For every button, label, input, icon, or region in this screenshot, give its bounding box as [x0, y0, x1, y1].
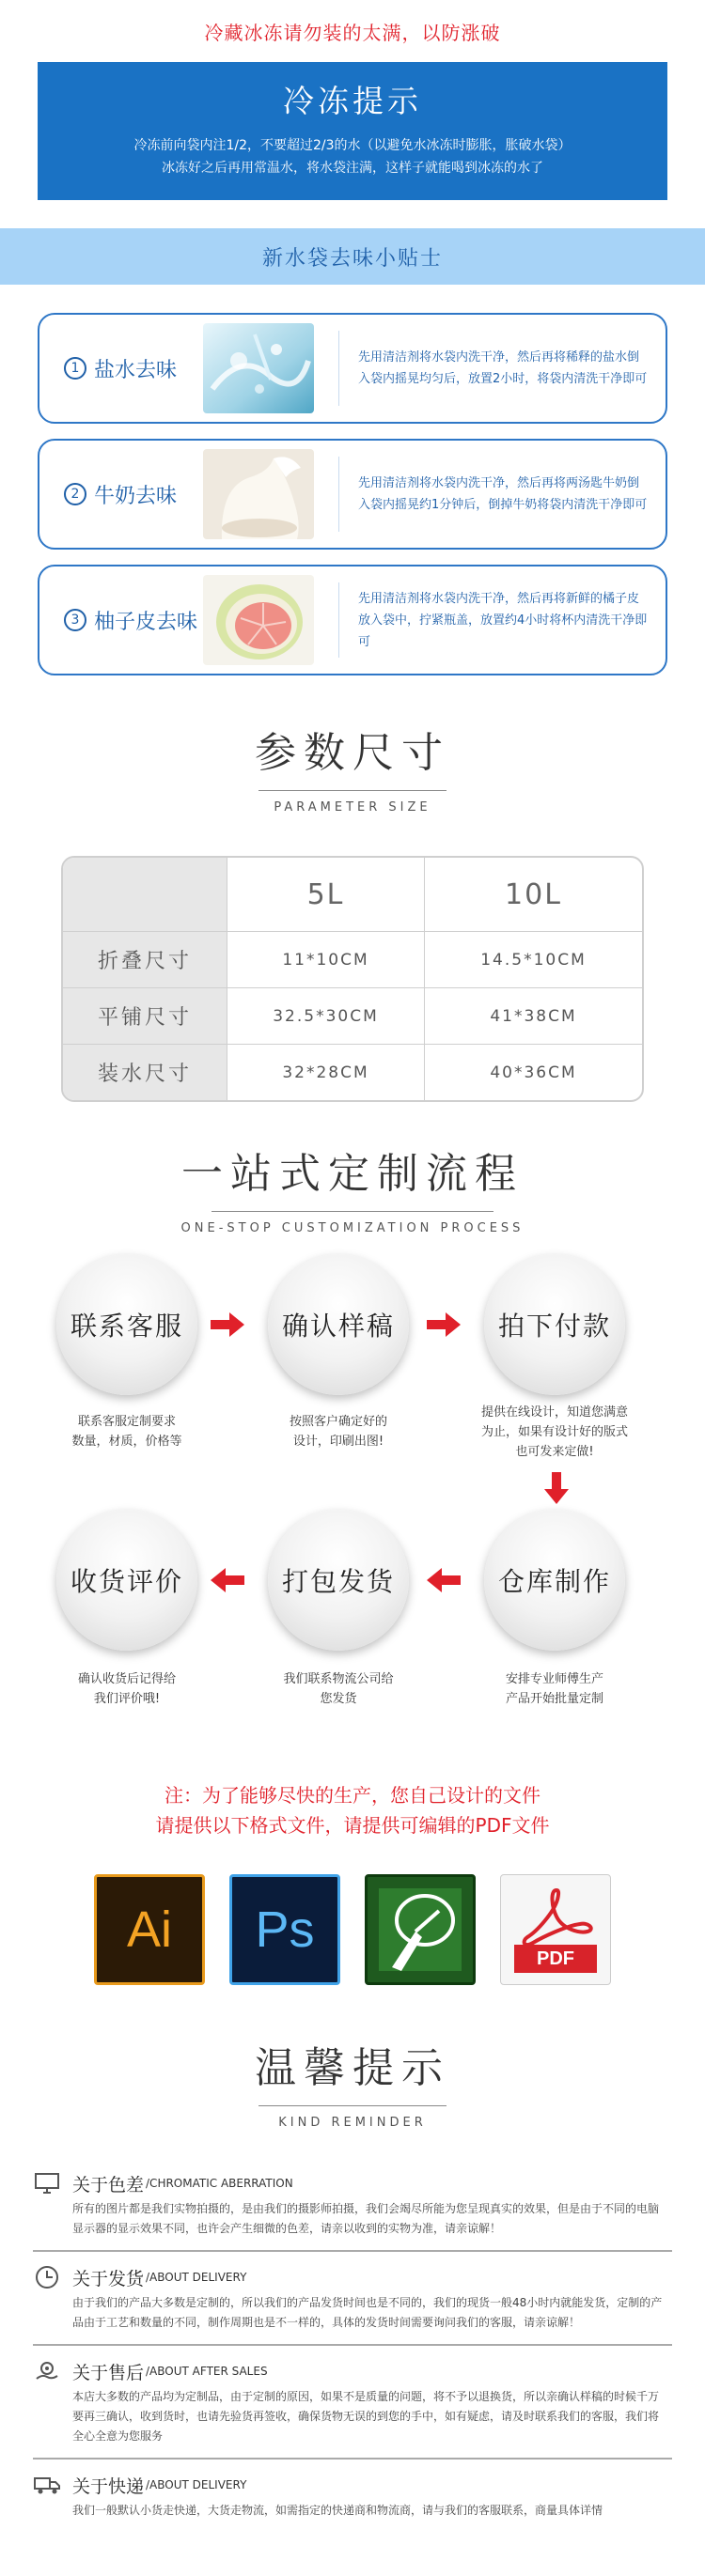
reminder-item-title: 关于快递	[72, 2475, 145, 2497]
param-cell: 32.5*30CM	[227, 988, 424, 1044]
arrow-right-icon	[209, 1311, 246, 1339]
adobe-illustrator-icon	[94, 1874, 205, 1985]
tip-card	[38, 439, 667, 550]
process-section-head	[0, 1140, 705, 1235]
file-format-note	[0, 1780, 705, 1840]
process-flow	[0, 1254, 705, 1780]
param-row-label: 平铺尺寸	[63, 988, 227, 1044]
desc-line: 安排专业师傅生产	[505, 1672, 603, 1686]
milk-splash-photo-icon	[203, 449, 314, 539]
process-subtitle: ONE-STOP CUSTOMIZATION PROCESS	[180, 1221, 525, 1235]
reminder-title: 温馨提示	[255, 2044, 450, 2092]
param-cell: 32*28CM	[227, 1045, 424, 1100]
format-label: PDF	[537, 1948, 574, 1969]
param-header-row	[63, 858, 642, 931]
arrow-right-icon	[425, 1311, 462, 1339]
salt-water-photo-icon	[203, 323, 314, 413]
param-cell: 11*10CM	[227, 932, 424, 987]
divider	[258, 2105, 446, 2106]
tip-card	[38, 565, 667, 675]
tip-text: 先用清洁剂将水袋内洗干净，然后再将两汤匙牛奶倒入袋内摇晃约1分钟后，倒掉牛奶将袋内清洗干净即可	[358, 476, 648, 512]
pdf-icon	[500, 1874, 611, 1985]
coreldraw-icon	[365, 1874, 476, 1985]
top-warning: 冷藏冰冻请勿装的太满，以防涨破	[204, 21, 501, 44]
note-line: 请提供以下格式文件，请提供可编辑的PDF文件	[155, 1814, 550, 1837]
tip-number: 3	[64, 609, 86, 631]
desc-line: 您发货	[320, 1692, 357, 1706]
reminder-item-title: 关于售后	[72, 2362, 145, 2383]
monitor-icon	[33, 2169, 61, 2197]
param-row	[63, 987, 642, 1044]
gear-hand-icon	[33, 2357, 61, 2385]
tip-text: 先用清洁剂将水袋内洗干净，然后再将新鲜的橘子皮放入袋中，拧紧瓶盖，放置约4小时将杯内清洗干净即可	[358, 591, 648, 649]
reminder-item-subtitle: /ABOUT AFTER SALES	[146, 2365, 268, 2378]
freeze-line-2: 冰冻好之后再用常温水，将水袋注满，这样子就能喝到冰冻的水了	[162, 161, 543, 176]
desc-line: 我们联系物流公司给	[283, 1672, 394, 1686]
desc-line: 产品开始批量定制	[505, 1692, 603, 1706]
pdf-label-bar	[514, 1945, 597, 1973]
reminder-item	[33, 2158, 672, 2252]
reminder-item	[33, 2346, 672, 2460]
param-section-head	[0, 719, 705, 815]
desc-line: 也可发来定做!	[515, 1445, 594, 1459]
truck-icon	[33, 2471, 61, 2499]
format-label: Ps	[255, 1901, 315, 1958]
tip-name	[64, 480, 203, 509]
desc-line: 数量，材质，价格等	[71, 1435, 182, 1449]
tip-label: 牛奶去味	[94, 484, 178, 508]
desc-line: 提供在线设计，知道您满意	[480, 1405, 628, 1420]
divider	[212, 1211, 494, 1212]
reminder-item	[33, 2252, 672, 2346]
freeze-title: 冷冻提示	[283, 83, 422, 119]
reminder-section-head	[0, 2034, 705, 2130]
reminder-item-title: 关于发货	[72, 2268, 145, 2289]
tips-list	[0, 285, 705, 675]
reminder-item-subtitle: /ABOUT DELIVERY	[146, 2478, 247, 2491]
reminder-subtitle: KIND REMINDER	[278, 2116, 427, 2130]
tip-divider	[338, 331, 339, 406]
process-step-production: 仓库制作	[484, 1510, 625, 1651]
desc-line: 按照客户确定好的	[289, 1415, 387, 1429]
tip-label: 盐水去味	[94, 358, 178, 382]
format-label: Ai	[126, 1901, 172, 1958]
process-step-desc	[461, 1403, 649, 1462]
clock-icon	[33, 2263, 61, 2291]
param-subtitle: PARAMETER SIZE	[274, 800, 431, 815]
tip-divider	[338, 457, 339, 532]
param-row-label: 装水尺寸	[63, 1045, 227, 1100]
tip-label: 柚子皮去味	[94, 610, 198, 634]
desc-line: 确认收货后记得给	[77, 1672, 176, 1686]
reminder-item-body: 本店大多数的产品均为定制品，由于定制的原因，如果不是质量的问题，将不予以退换货，所以亲确认样稿的时候千万要再三确认，收到货时，也请先验货再签收，确保货物无误的到您的手中，如有疑虑，请及时联系我们的客服，我们将全心全意为您服务	[72, 2390, 660, 2443]
freeze-line-1: 冷冻前向袋内注1/2，不要超过2/3的水（以避免水冰冻时膨胀，胀破水袋）	[133, 138, 572, 153]
param-title: 参数尺寸	[255, 729, 450, 777]
process-step-desc	[33, 1412, 221, 1451]
param-header-cell: 10L	[424, 858, 642, 931]
tip-name	[64, 354, 203, 383]
param-table	[61, 856, 644, 1102]
tips-banner: 新水袋去味小贴士	[0, 228, 705, 285]
param-header-cell: 5L	[227, 858, 424, 931]
param-cell: 41*38CM	[424, 988, 642, 1044]
arrow-left-icon	[209, 1566, 246, 1594]
tip-divider	[338, 582, 339, 658]
reminder-list	[33, 2158, 672, 2532]
reminder-item-body: 由于我们的产品大多数是定制的，所以我们的产品发货时间也是不同的，我们的现货一般48小时内就能发货，定制的产品由于工艺和数量的不同，制作周期也是不一样的，具体的发货时间需要询问我们的客服，请亲谅解！	[72, 2296, 663, 2329]
param-cell: 14.5*10CM	[424, 932, 642, 987]
tip-number: 2	[64, 483, 86, 505]
reminder-item-title: 关于色差	[72, 2174, 145, 2196]
process-step-pay: 拍下付款	[484, 1254, 625, 1395]
reminder-item	[33, 2460, 672, 2532]
desc-line: 设计，印刷出图!	[292, 1435, 384, 1449]
divider	[258, 790, 446, 791]
process-step-desc	[244, 1669, 432, 1709]
process-step-desc	[33, 1669, 221, 1709]
param-row	[63, 1044, 642, 1100]
param-row-label: 折叠尺寸	[63, 932, 227, 987]
process-step-review: 收货评价	[56, 1510, 197, 1651]
process-step-desc	[244, 1412, 432, 1451]
tip-card	[38, 313, 667, 424]
process-step-contact: 联系客服	[56, 1254, 197, 1395]
tip-text: 先用清洁剂将水袋内洗干净，然后再将稀释的盐水倒入袋内摇晃均匀后，放置2小时，将袋内清洗干净即可	[358, 350, 648, 386]
arrow-down-icon	[542, 1470, 571, 1506]
adobe-photoshop-icon	[229, 1874, 340, 1985]
reminder-item-body: 我们一般默认小货走快递，大货走物流，如需指定的快递商和物流商，请与我们的客服联系，商量具体详情	[72, 2504, 603, 2517]
reminder-item-subtitle: /CHROMATIC ABERRATION	[146, 2177, 293, 2190]
pomelo-photo-icon	[203, 575, 314, 665]
reminder-item-subtitle: /ABOUT DELIVERY	[146, 2271, 247, 2284]
process-title: 一站式定制流程	[181, 1150, 524, 1198]
tip-number: 1	[64, 357, 86, 380]
desc-line: 联系客服定制要求	[77, 1415, 176, 1429]
process-step-ship: 打包发货	[268, 1510, 409, 1651]
freeze-tips-box	[38, 62, 667, 200]
param-row	[63, 931, 642, 987]
arrow-left-icon	[425, 1566, 462, 1594]
desc-line: 我们评价哦!	[93, 1692, 161, 1706]
desc-line: 为止，如果有设计好的版式	[480, 1425, 628, 1439]
process-step-confirm: 确认样稿	[268, 1254, 409, 1395]
process-step-desc	[461, 1669, 649, 1709]
reminder-item-body: 所有的图片都是我们实物拍摄的，是由我们的摄影师拍摄，我们会竭尽所能为您呈现真实的效果，但是由于不同的电脑显示器的显示效果不同，也许会产生细微的色差，请亲以收到的实物为准，请亲谅解！	[72, 2202, 660, 2235]
param-header-cell	[63, 858, 227, 931]
tip-name	[64, 606, 203, 635]
file-format-icons	[0, 1874, 705, 1985]
param-cell: 40*36CM	[424, 1045, 642, 1100]
note-line: 注：为了能够尽快的生产，您自己设计的文件	[164, 1784, 540, 1807]
